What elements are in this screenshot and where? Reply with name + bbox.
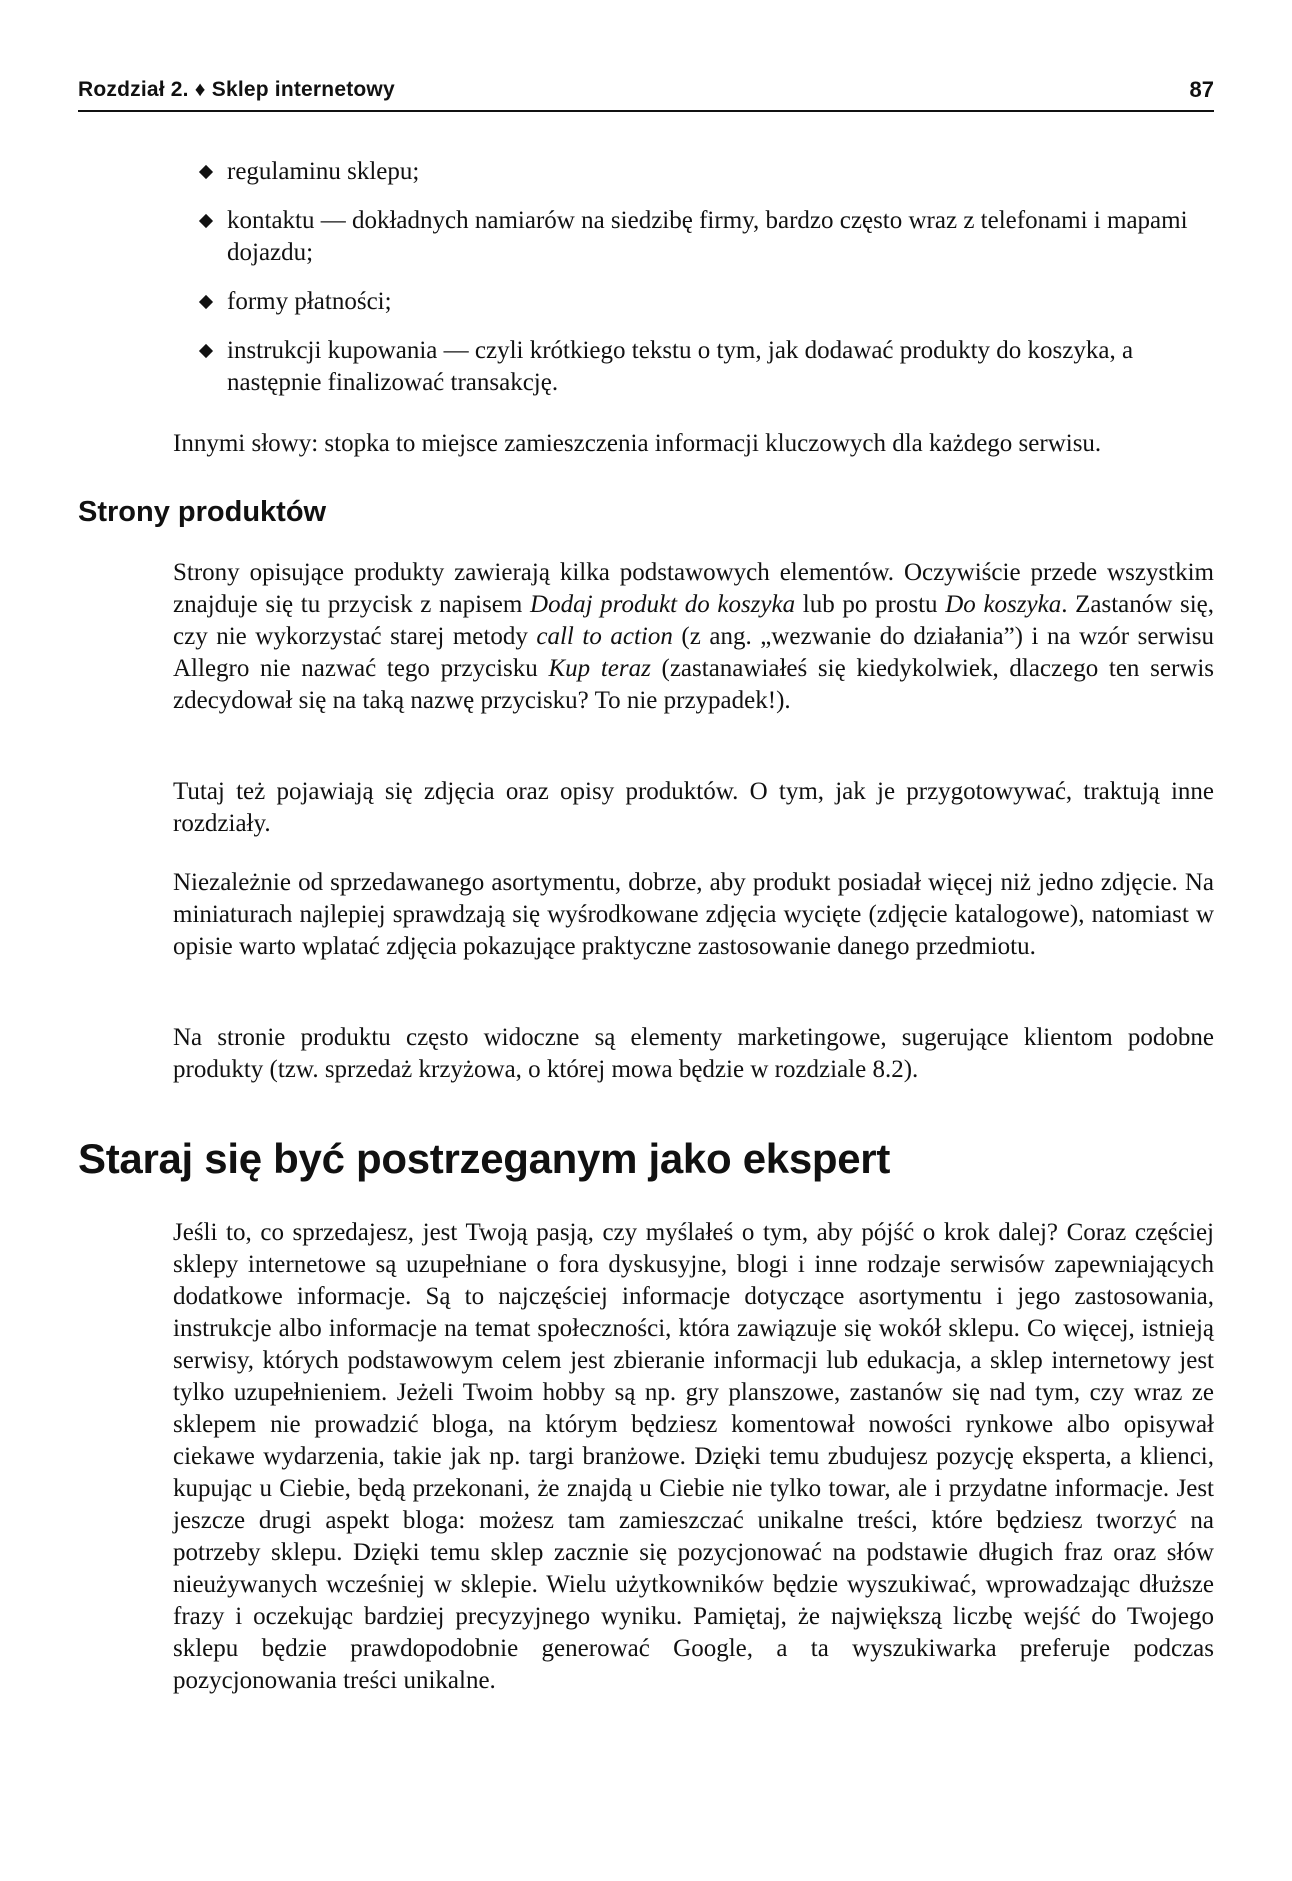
diamond-bullet-icon: [199, 165, 213, 179]
summary-paragraph: Innymi słowy: stopka to miejsce zamieszczenia informacji kluczowych dla każdego serwisu.: [173, 430, 1102, 457]
italic-term: Kup teraz: [548, 655, 651, 682]
diamond-bullet-icon: [199, 344, 213, 358]
diamond-separator-icon: ♦: [194, 78, 206, 101]
italic-term: Do koszyka: [945, 591, 1062, 618]
list-item: regulaminu sklepu;: [173, 156, 1214, 188]
italic-term: call to action: [536, 623, 673, 650]
diamond-bullet-icon: [199, 214, 213, 228]
paragraph: Strony opisujące produkty zawierają kilka podstawowych elementów. Oczywiście przede wszystkim znajduje się tu przycisk z napisem Dodaj produkt do koszyka lub po prostu Do koszyka. Zastanów się, czy nie wykorzystać starej metody call to action (z ang. „wezwanie do działania”) i na wzór serwisu Allegro nie nazwać tego przycisku Kup teraz (zastanawiałeś się kiedykolwiek, dlaczego ten serwis zdecydował się na taką nazwę przycisku? To nie przypadek!).: [173, 559, 1215, 714]
section-heading: Staraj się być postrzeganym jako ekspert: [78, 1135, 891, 1182]
running-header: [78, 76, 1214, 112]
paragraph: Niezależnie od sprzedawanego asortymentu, dobrze, aby produkt posiadał więcej niż jedno zdjęcie. Na miniaturach najlepiej sprawdzają się wyśrodkowane zdjęcia wycięte (zdjęcie katalogowe), natomiast w opisie warto wplatać zdjęcia pokazujące praktyczne zastosowanie danego przedmiotu.: [173, 869, 1214, 960]
paragraph: Na stronie produktu często widoczne są elementy marketingowe, sugerujące klientom podobne produkty (tzw. sprzedaż krzyżowa, o której mowa będzie w rozdziale 8.2).: [173, 1024, 1214, 1083]
subheading-product-pages: Strony produktów: [78, 496, 327, 528]
chapter-title: Rozdział 2. ♦ Sklep internetowy: [78, 78, 395, 101]
list-item: instrukcji kupowania — czyli krótkiego tekstu o tym, jak dodawać produkty do koszyka, a następnie finalizować transakcję.: [173, 335, 1214, 399]
italic-term: Dodaj produkt do koszyka: [530, 591, 796, 618]
paragraph: Jeśli to, co sprzedajesz, jest Twoją pasją, czy myślałeś o tym, aby pójść o krok dalej? Coraz częściej sklepy internetowe są uzupełniane o fora dyskusyjne, blogi i inne rodzaje serwisów zapewniających dodatkowe informacje. Są to najczęściej informacje dotyczące asortymentu i jego zastosowania, instrukcje albo informacje na temat społeczności, która zawiązuje się wokół sklepu. Co więcej, istnieją serwisy, których podstawowym celem jest zbieranie informacji lub edukacja, a sklep internetowy jest tylko uzupełnieniem. Jeżeli Twoim hobby są np. gry planszowe, zastanów się nad tym, czy wraz ze sklepem nie prowadzić bloga, na którym będziesz komentował nowości rynkowe albo opisywał ciekawe wydarzenia, takie jak np. targi branżowe. Dzięki temu zbudujesz pozycję eksperta, a klienci, kupując u Ciebie, będą przekonani, że znajdą u Ciebie nie tylko towar, ale i przydatne informacje. Jest jeszcze drugi aspekt bloga: możesz tam zamieszczać unikalne treści, które będziesz tworzyć na potrzeby sklepu. Dzięki temu sklep zacznie się pozycjonować na podstawie długich fraz oraz słów nieużywanych wcześniej w sklepie. Wielu użytkowników będzie wyszukiwać, wprowadzając dłuższe frazy i oczekując bardziej precyzyjnego wyniku. Pamiętaj, że największą liczbę wejść do Twojego sklepu będzie prawdopodobnie generować Google, a ta wyszukiwarka preferuje podczas pozycjonowania treści unikalne.: [173, 1219, 1214, 1694]
list-item: kontaktu — dokładnych namiarów na siedzibę firmy, bardzo często wraz z telefonami i mapami dojazdu;: [173, 205, 1214, 269]
bullet-list: [173, 156, 1214, 416]
diamond-bullet-icon: [199, 295, 213, 309]
list-item: formy płatności;: [173, 286, 1214, 318]
page-number: 87: [1189, 77, 1214, 102]
paragraph: Tutaj też pojawiają się zdjęcia oraz opisy produktów. O tym, jak je przygotowywać, traktują inne rozdziały.: [173, 778, 1214, 837]
